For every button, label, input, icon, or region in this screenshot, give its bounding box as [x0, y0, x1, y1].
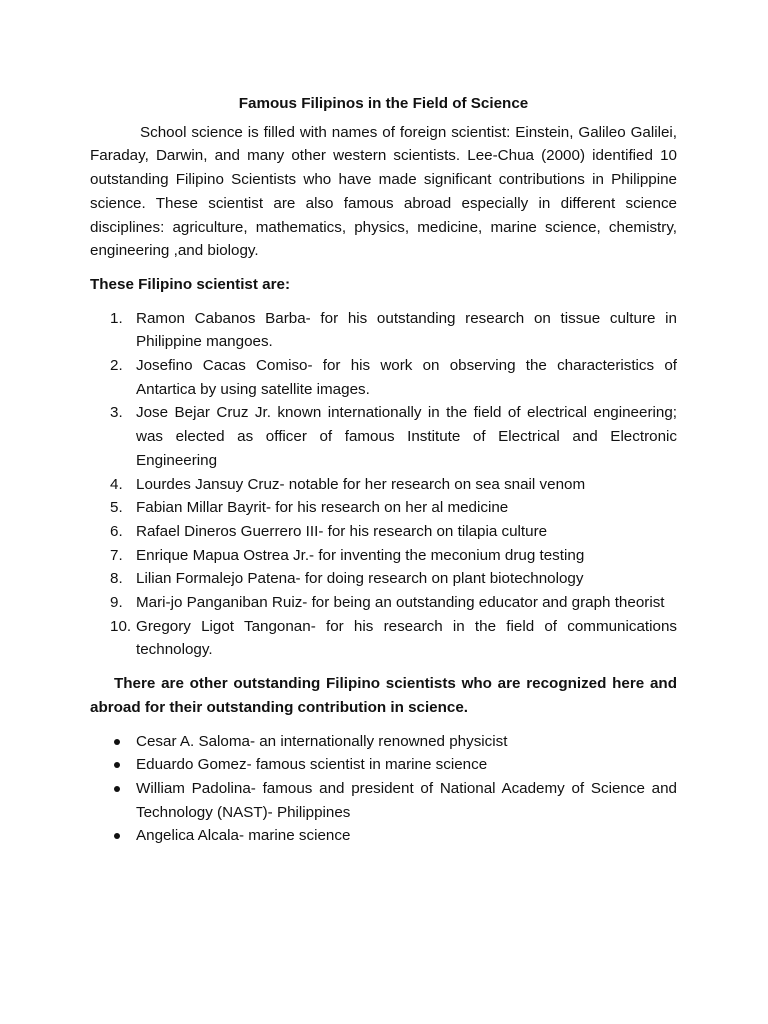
list-item: [90, 401, 677, 472]
item-text: Ramon Cabanos Barba- for his outstanding research on tissue culture in Philippine mangoes.: [136, 309, 677, 351]
list-item: [90, 496, 677, 520]
list-item: [90, 567, 677, 591]
item-text: Lilian Formalejo Patena- for doing research on plant biotechnology: [136, 570, 584, 588]
item-text: Lourdes Jansuy Cruz- notable for her research on sea snail venom: [136, 475, 586, 493]
item-number: 6.: [110, 522, 123, 540]
bullet-item: [90, 730, 677, 754]
item-number: 3.: [110, 404, 123, 422]
list-item: [90, 615, 677, 662]
item-text: Fabian Millar Bayrit- for his research on her al medicine: [136, 499, 509, 517]
list-item: [90, 544, 677, 568]
intro-paragraph: School science is filled with names of foreign scientist: Einstein, Galileo Galilei, Faraday, Darwin, and many other western scientists. Lee-Chua (2000) identified 10 outstanding Filipino Scientists who have made significant contributions in Philippine science. These scientist are also famous abroad especially in different science disciplines: agriculture, mathematics, physics, medicine, marine science, chemistry, engineering ,and biology.: [90, 123, 677, 260]
closing-paragraph: There are other outstanding Filipino scientists who are recognized here and abroad for their outstanding contribution in science.: [90, 675, 677, 716]
list-heading: These Filipino scientist are:: [90, 275, 291, 293]
item-number: 9.: [110, 594, 123, 612]
bullet-text: Angelica Alcala- marine science: [136, 827, 351, 845]
item-text: Jose Bejar Cruz Jr. known internationally in the field of electrical engineering; was elected as officer of famous Institute of Electrical and Electronic Engineering: [136, 404, 677, 469]
bullet-icon: [114, 833, 120, 839]
list-item: [90, 354, 677, 401]
other-scientists-list: [90, 730, 677, 849]
list-item: [90, 520, 677, 544]
list-item: [90, 473, 677, 497]
scientist-list: [90, 307, 677, 663]
item-number: 2.: [110, 357, 123, 375]
item-number: 1.: [110, 309, 123, 327]
bullet-icon: [114, 739, 120, 745]
bullet-item: [90, 824, 677, 848]
bullet-item: [90, 753, 677, 777]
item-number: 10.: [110, 617, 132, 635]
list-item: [90, 591, 677, 615]
item-text: Rafael Dineros Guerrero III- for his research on tilapia culture: [136, 522, 548, 540]
bullet-text: Cesar A. Saloma- an internationally renowned physicist: [136, 732, 508, 750]
item-number: 7.: [110, 546, 123, 564]
bullet-text: Eduardo Gomez- famous scientist in marine science: [136, 756, 488, 774]
bullet-icon: [114, 762, 120, 768]
item-number: 8.: [110, 570, 123, 588]
item-text: Gregory Ligot Tangonan- for his research in the field of communications technology.: [136, 617, 677, 659]
list-item: [90, 307, 677, 354]
item-number: 5.: [110, 499, 123, 517]
item-number: 4.: [110, 475, 123, 493]
bullet-icon: [114, 786, 120, 792]
document-title: Famous Filipinos in the Field of Science: [238, 95, 529, 112]
item-text: Enrique Mapua Ostrea Jr.- for inventing the meconium drug testing: [136, 546, 585, 564]
bullet-text: William Padolina- famous and president of National Academy of Science and Technology (NAST)- Philippines: [136, 779, 677, 821]
item-text: Mari-jo Panganiban Ruiz- for being an outstanding educator and graph theorist: [136, 594, 665, 612]
document-page: [90, 92, 677, 848]
item-text: Josefino Cacas Comiso- for his work on observing the characteristics of Antartica by using satellite images.: [136, 357, 677, 398]
bullet-item: [90, 777, 677, 824]
